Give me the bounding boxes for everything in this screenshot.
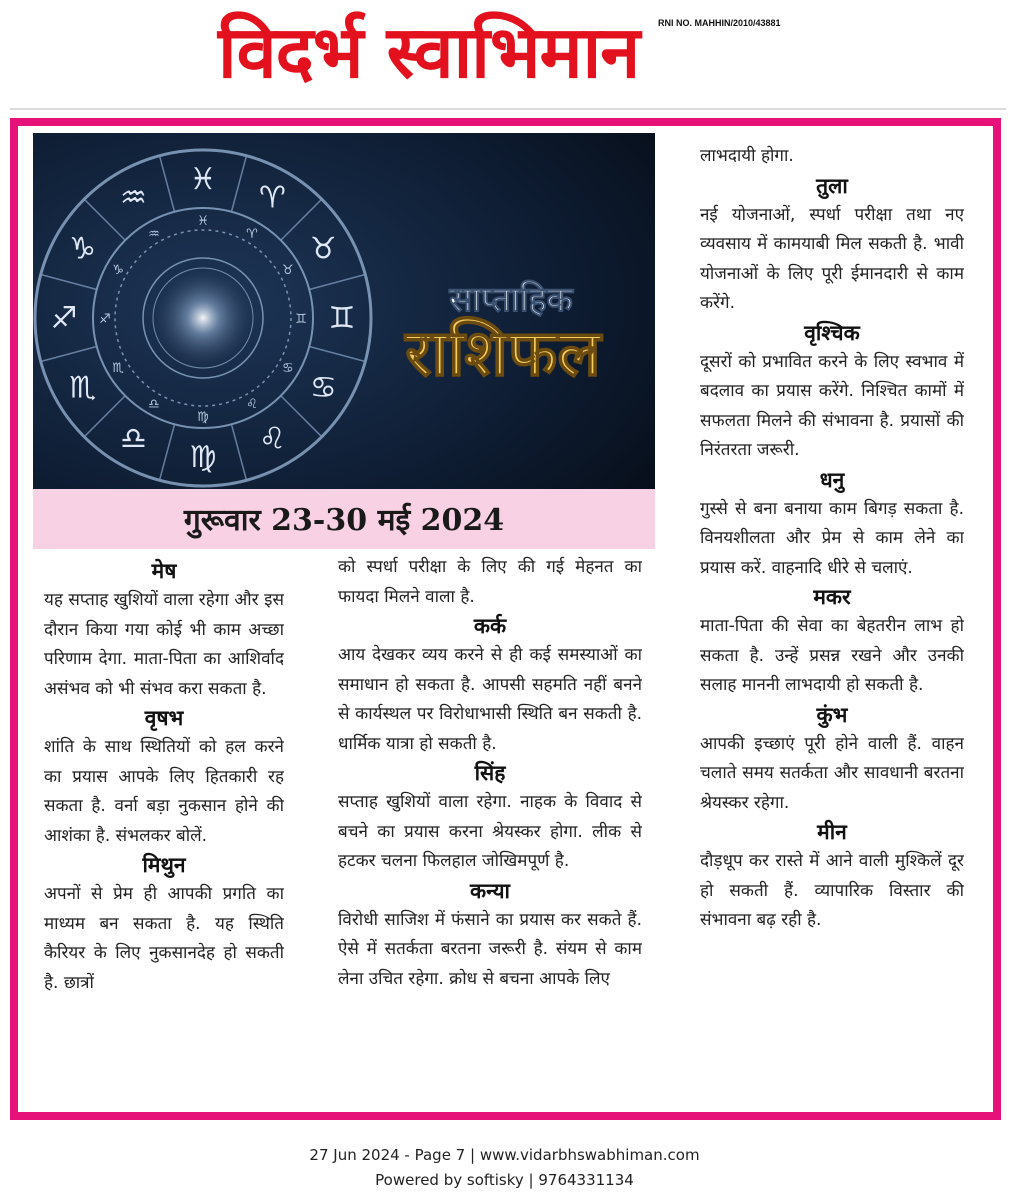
sign-heading-mithun: मिथुन (142, 853, 186, 877)
sign-text-tula: नई योजनाओं, स्पर्धा परीक्षा तथा नए व्यवसाय में कामयाबी मिल सकती है. भावी योजनाओं के लिए पूरी ईमानदारी से काम करेंगे. (700, 204, 964, 313)
sign-heading-singh: सिंह (474, 761, 506, 785)
sign-text-vrishchik: दूसरों को प्रभावित करने के लिए स्वभाव में बदलाव का प्रयास करेंगे. निश्चित कामों में सफलता मिलने की संभावना है. प्रयासों की निरंतरता जरूरी. (700, 351, 964, 460)
zodiac-inner-sign-icon: ♍ (197, 410, 209, 425)
zodiac-inner-sign-icon: ♐ (99, 312, 111, 327)
column-1 (44, 557, 284, 1102)
zodiac-sign-icon: ♉ (309, 231, 337, 267)
zodiac-inner-sign-icon: ♌ (246, 396, 258, 412)
column-2 (338, 553, 642, 1101)
zodiac-sign-icon: ♏ (69, 370, 97, 406)
sign-heading-kark: कर्क (473, 614, 507, 638)
zodiac-sign-icon: ♍ (189, 440, 217, 475)
sign-text-makar: माता-पिता की सेवा का बेहतरीन लाभ हो सकता है. उन्हें प्रसन्न रखने और उनकी सलाह माननी लाभदायी हो सकती है. (700, 616, 964, 695)
sign-text-mithun: अपनों से प्रेम ही आपकी प्रगति का माध्यम बन सकता है. यह स्थिति कैरियर के लिए नुकसानदेह हो सकती है. छात्रों (44, 884, 284, 993)
zodiac-inner-sign-icon: ♎ (148, 396, 160, 412)
masthead (0, 0, 1009, 108)
sign-heading-vrishchik: वृश्चिक (804, 320, 860, 345)
zodiac-sign-icon: ♊ (328, 301, 356, 336)
zodiac-inner-sign-icon: ♋ (282, 361, 294, 376)
zodiac-sign-icon: ♈ (259, 180, 286, 216)
sign-heading-vrishabh: वृषभ (144, 706, 184, 730)
banner-subtitle: साप्ताहिक (449, 280, 573, 320)
zodiac-inner-sign-icon: ♑ (112, 263, 124, 278)
footer-page-info: 27 Jun 2024 - Page 7 | www.vidarbhswabhiman.com (309, 1146, 700, 1164)
sign-heading-mesh: मेष (151, 559, 177, 583)
date-strip: गुरूवार 23-30 मई 2024 (33, 489, 655, 549)
zodiac-sign-icon: ♎ (120, 421, 147, 457)
sign-text-kanya-continued: लाभदायी होगा. (700, 146, 794, 166)
sign-heading-meen: मीन (817, 820, 847, 844)
sign-heading-tula: तुला (816, 173, 848, 198)
sign-heading-kumbh: कुंभ (816, 702, 848, 727)
zodiac-sign-icon: ♌ (259, 421, 286, 457)
sign-text-vrishabh: शांति के साथ स्थितियों को हल करने का प्रयास आपके लिए हितकारी रह सकता है. वर्ना बड़ा नुकसान होने की आशंका है. संभलकर बोलें. (44, 737, 284, 846)
zodiac-inner-sign-icon: ♉ (282, 263, 294, 278)
sign-heading-kanya: कन्या (470, 878, 510, 903)
sign-text-dhanu: गुस्से से बना बनाया काम बिगड़ सकता है. विनयशीलता और प्रेम से काम लेने का प्रयास करें. वाहनादि धीरे से चलाएं. (700, 498, 964, 578)
zodiac-sign-icon: ♋ (309, 370, 337, 406)
sign-heading-dhanu: धनु (819, 467, 845, 492)
sign-text-mithun-continued: को स्पर्धा परीक्षा के लिए की गई मेहनत का फायदा मिलने वाला है. (338, 557, 642, 607)
sign-text-singh: सप्ताह खुशियों वाला रहेगा. नाहक के विवाद से बचने का प्रयास करना श्रेयस्कर होगा. लीक से हटकर चलना फिलहाल जोखिमपूर्ण है. (338, 792, 642, 871)
zodiac-wheel-illustration (33, 133, 655, 507)
zodiac-inner-sign-icon: ♈ (246, 227, 258, 243)
sign-heading-makar: मकर (813, 585, 851, 609)
zodiac-inner-sign-icon: ♓ (197, 214, 209, 229)
banner-title: राशिफल (405, 317, 601, 391)
column-3 (700, 142, 964, 1112)
zodiac-sign-icon: ♒ (120, 180, 147, 216)
rni-number: RNI NO. MAHHIN/2010/43881 (658, 18, 781, 28)
sign-text-mesh: यह सप्ताह खुशियों वाला रहेगा और इस दौरान किया गया कोई भी काम अच्छा परिणाम देगा. माता-पिता का आशिर्वाद असंभव को भी संभव करा सकता है. (44, 590, 284, 699)
zodiac-inner-sign-icon: ♊ (295, 312, 307, 327)
zodiac-sign-icon: ♑ (69, 231, 97, 267)
zodiac-inner-sign-icon: ♒ (148, 227, 160, 243)
newspaper-logo: विदर्भ स्वाभिमान (218, 10, 640, 94)
sign-text-kumbh: आपकी इच्छाएं पूरी होने वाली हैं. वाहन चलाते समय सतर्कता और सावधानी बरतना श्रेयस्कर रहेगा. (700, 733, 964, 813)
masthead-divider (10, 108, 1006, 110)
sign-text-kark: आय देखकर व्यय करने से ही कई समस्याओं का समाधान हो सकता है. आपसी सहमति नहीं बनने से कार्यस्थल पर विरोधाभासी स्थिति बन सकती है. धार्मिक यात्रा हो सकती है. (338, 645, 642, 754)
zodiac-inner-sign-icon: ♏ (112, 361, 124, 376)
sign-text-meen: दौड़धूप कर रास्ते में आने वाली मुश्किलें दूर हो सकती हैं. व्यापारिक विस्तार की संभावना बढ़ रही है. (700, 851, 964, 930)
sign-text-kanya: विरोधी साजिश में फंसाने का प्रयास कर सकते हैं. ऐसे में सतर्कता बरतना जरूरी है. संयम से काम लेना उचित रहेगा. क्रोध से बचना आपके लिए (338, 909, 642, 989)
zodiac-sign-icon: ♓ (189, 162, 217, 197)
horoscope-banner (33, 133, 655, 507)
zodiac-sign-icon: ♐ (50, 301, 78, 336)
footer-powered-by: Powered by softisky | 9764331134 (375, 1171, 634, 1189)
